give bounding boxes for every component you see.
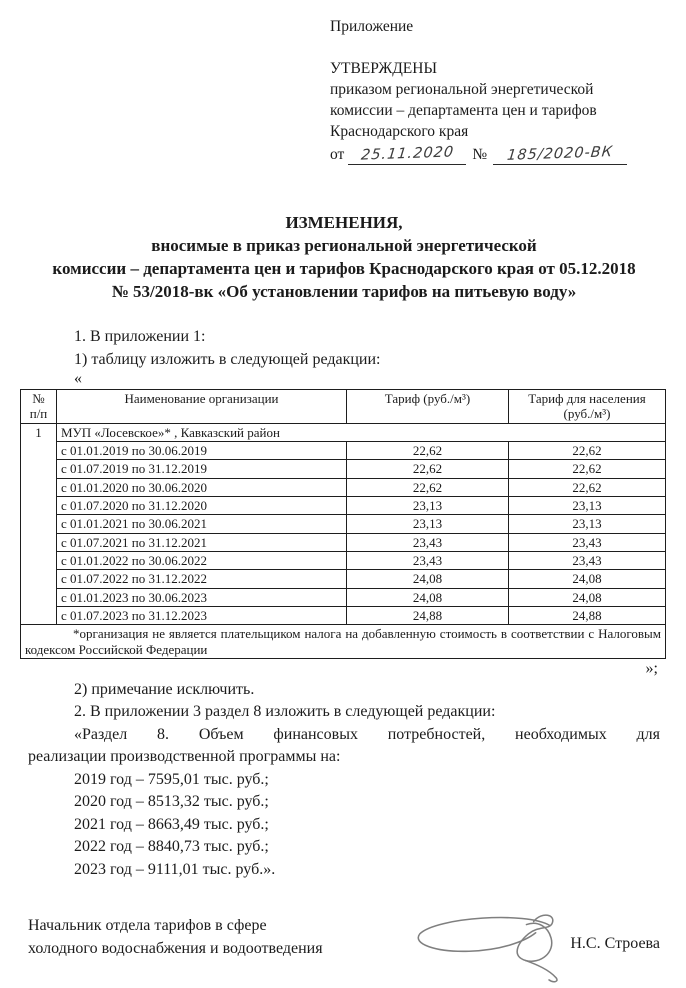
tariff-cell: 22,62 bbox=[347, 478, 509, 496]
table-row bbox=[21, 478, 666, 496]
tariff-population-cell: 24,88 bbox=[509, 606, 666, 624]
tariff-cell: 23,43 bbox=[347, 551, 509, 569]
period-cell: с 01.01.2019 по 30.06.2019 bbox=[57, 441, 347, 459]
tariff-population-cell: 22,62 bbox=[509, 460, 666, 478]
signature-block bbox=[28, 915, 660, 988]
tariff-cell: 24,08 bbox=[347, 588, 509, 606]
date-label: от bbox=[330, 146, 345, 163]
tariff-population-cell: 22,62 bbox=[509, 441, 666, 459]
tariff-population-cell: 23,43 bbox=[509, 551, 666, 569]
table-row bbox=[21, 441, 666, 459]
table-close-quote: »; bbox=[645, 659, 658, 677]
table-row bbox=[21, 570, 666, 588]
section8-line1: «Раздел 8. Объем финансовых потребностей, необходимых для bbox=[74, 725, 660, 743]
tariff-cell: 22,62 bbox=[347, 460, 509, 478]
year-line: 2020 год – 8513,32 тыс. руб.; bbox=[74, 793, 269, 811]
organization-row bbox=[21, 423, 666, 441]
year-line: 2023 год – 9111,01 тыс. руб.». bbox=[74, 860, 276, 878]
handwritten-date: 25.11.2020 bbox=[360, 144, 455, 164]
organization-name-cell: МУП «Лосевское»* , Кавказский район bbox=[57, 423, 666, 441]
period-cell: с 01.07.2020 по 31.12.2020 bbox=[57, 496, 347, 514]
table-row bbox=[21, 460, 666, 478]
table-footnote-row bbox=[21, 625, 666, 659]
paragraph-item1-sub2: 2) примечание исключить. bbox=[74, 680, 255, 698]
year-line: 2019 год – 7595,01 тыс. руб.; bbox=[74, 770, 269, 788]
tariff-cell: 23,13 bbox=[347, 496, 509, 514]
col-header-num: № п/п bbox=[21, 390, 57, 424]
tariff-population-cell: 22,62 bbox=[509, 478, 666, 496]
handwritten-signature-icon bbox=[405, 901, 570, 988]
paragraph-item1: 1. В приложении 1: bbox=[74, 328, 206, 345]
appendix-label: Приложение bbox=[330, 18, 414, 35]
period-cell: с 01.01.2021 по 30.06.2021 bbox=[57, 515, 347, 533]
table-header-row bbox=[21, 390, 666, 424]
table-row bbox=[21, 515, 666, 533]
handwritten-number: 185/2020-ВК bbox=[506, 144, 614, 164]
table-row bbox=[21, 496, 666, 514]
period-cell: с 01.07.2021 по 31.12.2021 bbox=[57, 533, 347, 551]
col-header-tariff: Тариф (руб./м³) bbox=[347, 390, 509, 424]
table-row bbox=[21, 533, 666, 551]
col-header-tariff-population: Тариф для населения (руб./м³) bbox=[509, 390, 666, 424]
tariff-population-cell: 24,08 bbox=[509, 570, 666, 588]
tariff-cell: 23,13 bbox=[347, 515, 509, 533]
period-cell: с 01.01.2023 по 30.06.2023 bbox=[57, 588, 347, 606]
approved-label: УТВЕРЖДЕНЫ bbox=[330, 60, 437, 77]
table-row bbox=[21, 588, 666, 606]
tariff-cell: 23,43 bbox=[347, 533, 509, 551]
signer-name: Н.С. Строева bbox=[570, 935, 660, 953]
table-row bbox=[21, 551, 666, 569]
year-line: 2022 год – 8840,73 тыс. руб.; bbox=[74, 838, 269, 856]
title-line: ИЗМЕНЕНИЯ, bbox=[285, 213, 403, 232]
table-row bbox=[21, 606, 666, 624]
period-cell: с 01.07.2019 по 31.12.2019 bbox=[57, 460, 347, 478]
period-cell: с 01.01.2022 по 30.06.2022 bbox=[57, 551, 347, 569]
table-footnote: *организация не является плательщиком налога на добавленную стоимость в соответствии с Налоговым кодексом Российской Федерации bbox=[21, 625, 666, 659]
document-body bbox=[25, 326, 661, 881]
approved-by-line: комиссии – департамента цен и тарифов bbox=[330, 102, 597, 119]
tariff-cell: 24,08 bbox=[347, 570, 509, 588]
table-open-quote: « bbox=[74, 370, 82, 387]
paragraph-item2: 2. В приложении 3 раздел 8 изложить в следующей редакции: bbox=[74, 703, 496, 721]
paragraph-item1-sub1: 1) таблицу изложить в следующей редакции: bbox=[74, 350, 381, 368]
signer-position: Начальник отдела тарифов в сфере холодного водоснабжения и водоотведения bbox=[28, 917, 323, 957]
spacer bbox=[330, 37, 660, 58]
approved-by-line: Краснодарского края bbox=[330, 123, 469, 140]
period-cell: с 01.07.2022 по 31.12.2022 bbox=[57, 570, 347, 588]
title-line: комиссии – департамента цен и тарифов Краснодарского края от 05.12.2018 bbox=[52, 259, 636, 278]
document-title bbox=[28, 211, 660, 303]
tariff-cell: 24,88 bbox=[347, 606, 509, 624]
row-number-cell: 1 bbox=[21, 423, 57, 625]
number-label: № bbox=[472, 146, 488, 163]
approved-by-line: приказом региональной энергетической bbox=[330, 81, 594, 98]
col-header-organization: Наименование организации bbox=[57, 390, 347, 424]
order-date-number-line bbox=[330, 144, 660, 165]
date-blank-field bbox=[348, 144, 466, 165]
tariff-population-cell: 24,08 bbox=[509, 588, 666, 606]
period-cell: с 01.01.2020 по 30.06.2020 bbox=[57, 478, 347, 496]
tariff-cell: 22,62 bbox=[347, 441, 509, 459]
tariff-table bbox=[20, 389, 666, 659]
title-line: № 53/2018-вк «Об установлении тарифов на питьевую воду» bbox=[111, 282, 577, 301]
number-blank-field bbox=[493, 144, 627, 165]
tariff-population-cell: 23,13 bbox=[509, 515, 666, 533]
approval-block bbox=[330, 16, 660, 165]
tariff-population-cell: 23,43 bbox=[509, 533, 666, 551]
tariff-population-cell: 23,13 bbox=[509, 496, 666, 514]
year-line: 2021 год – 8663,49 тыс. руб.; bbox=[74, 815, 269, 833]
title-line: вносимые в приказ региональной энергетической bbox=[151, 236, 537, 255]
period-cell: с 01.07.2023 по 31.12.2023 bbox=[57, 606, 347, 624]
section8-line2: реализации производственной программы на: bbox=[28, 748, 341, 766]
